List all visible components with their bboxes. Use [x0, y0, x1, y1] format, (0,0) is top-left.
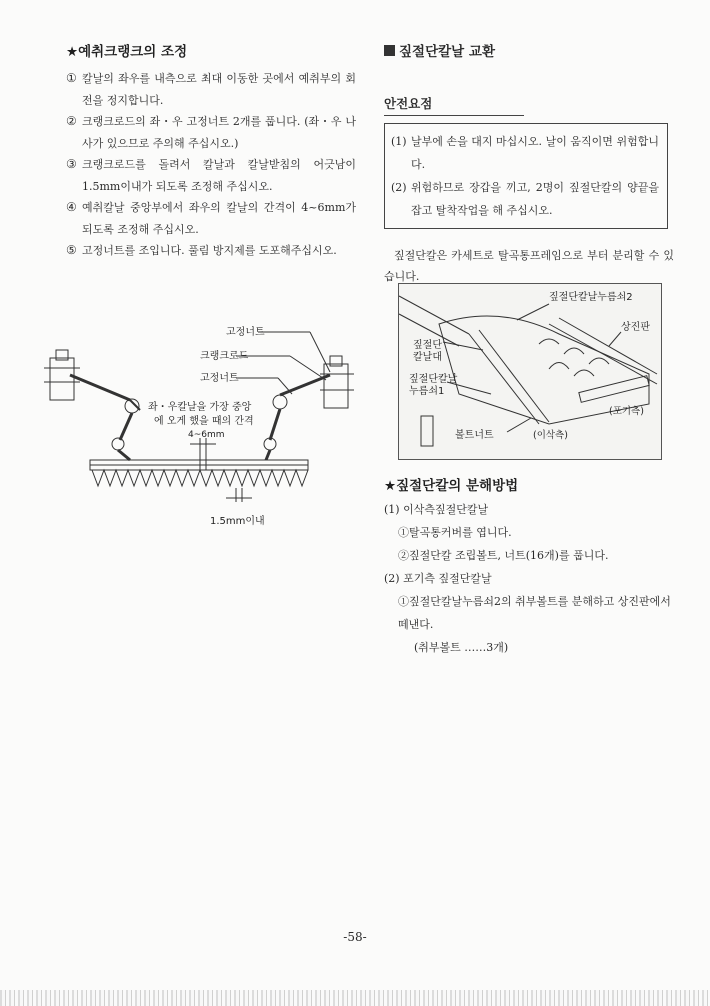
disassembly-title: ★짚절단칼의 분해방법 — [384, 478, 519, 494]
item-number: (1) — [391, 135, 407, 148]
divider — [384, 115, 524, 116]
list-item — [66, 240, 356, 262]
item-text: 크랭크로드의 좌・우 고정너트 2개를 풉니다. (좌・우 나사가 있으므로 주의해 주십시오.) — [82, 115, 356, 150]
label-press2: 짚절단칼날누름쇠2 — [549, 292, 633, 303]
blade-cassette-figure — [398, 283, 662, 460]
intro-paragraph: 짚절단칼은 카세트로 탈곡통프레임으로 부터 분리할 수 있습니다. — [384, 249, 674, 283]
label-blade-base-2: 칼날대 — [413, 352, 442, 363]
item-text: 날부에 손을 대지 마십시오. 날이 움직이면 위험합니다. — [411, 135, 659, 171]
item-number: ② — [66, 114, 77, 128]
crank-adjust-section — [66, 40, 356, 262]
square-bullet-icon — [384, 45, 395, 56]
disassembly-step: ①탈곡통커버를 엽니다. — [398, 526, 512, 539]
disassembly-step: (2) 포기측 짚절단칼날 — [384, 572, 492, 585]
disassembly-step: ②짚절단칼 조립볼트, 너트(16개)를 풉니다. — [398, 549, 609, 562]
label-gap-value: 4~6mm — [188, 430, 225, 440]
label-gap-line2: 에 오게 했을 때의 간격 — [154, 416, 254, 427]
label-release-side: (이삭측) — [533, 430, 568, 441]
item-number: ① — [66, 71, 77, 85]
label-crankrod: 크랭크로드 — [200, 351, 249, 362]
item-text: 고정너트를 조입니다. 풀림 방지제를 도포해주십시오. — [82, 244, 337, 257]
section-title-blade — [384, 40, 674, 60]
label-nut-top: 고정너트 — [226, 327, 265, 338]
disassembly-step: (취부볼트 ……3개) — [414, 641, 509, 654]
safety-box — [384, 123, 668, 229]
scan-noise-band — [0, 990, 710, 1006]
item-text: 크랭크로드를 돌려서 칼날과 칼날받침의 어긋남이 1.5mm이내가 되도록 조정해 주십시오. — [82, 158, 356, 193]
item-number: ⑤ — [66, 243, 77, 257]
crank-diagram — [40, 320, 360, 540]
section-title-text: 짚절단칼날 교환 — [399, 44, 495, 60]
safety-item — [391, 176, 659, 222]
label-press1-2: 누름쇠1 — [409, 386, 445, 397]
label-feed-side: (포기측) — [609, 406, 644, 417]
safety-title: 안전요점 — [384, 96, 433, 111]
label-offset: 1.5mm이내 — [210, 516, 265, 527]
item-text: 칼날의 좌우를 내측으로 최대 이동한 곳에서 예취부의 회전을 정지합니다. — [82, 72, 356, 107]
safety-item — [391, 130, 659, 176]
section-title-crank: ★예취크랭크의 조정 — [66, 44, 188, 60]
blade-replace-section — [384, 40, 674, 287]
blade-cassette-diagram — [399, 284, 661, 459]
item-text: 위험하므로 장갑을 끼고, 2명이 짚절단칼의 양끝을 잡고 탈착작업을 해 주십시오. — [411, 181, 659, 217]
label-blade-base-1: 짚절단 — [413, 340, 442, 351]
label-press1-1: 짚절단칼날 — [409, 374, 458, 385]
item-number: ④ — [66, 200, 77, 214]
label-gap-line1: 좌・우칼날을 가장 중앙 — [148, 402, 252, 413]
page-number: -58- — [343, 930, 367, 944]
item-number: (2) — [391, 181, 407, 194]
label-nut-bottom: 고정너트 — [200, 373, 239, 384]
item-text: 예취칼날 중앙부에서 좌우의 칼날의 간격이 4~6mm가 되도록 조정해 주십시오. — [82, 201, 356, 236]
label-upper-plate: 상진판 — [621, 322, 650, 333]
label-bolt-nut: 볼트너트 — [455, 430, 494, 441]
list-item — [66, 197, 356, 240]
disassembly-step: ①짚절단칼날누름쇠2의 취부볼트를 분해하고 상진판에서 떼낸다. — [398, 595, 671, 631]
item-number: ③ — [66, 157, 77, 171]
list-item — [66, 68, 356, 111]
disassembly-step: (1) 이삭측짚절단칼날 — [384, 503, 489, 516]
list-item — [66, 154, 356, 197]
disassembly-section — [384, 474, 674, 659]
list-item — [66, 111, 356, 154]
